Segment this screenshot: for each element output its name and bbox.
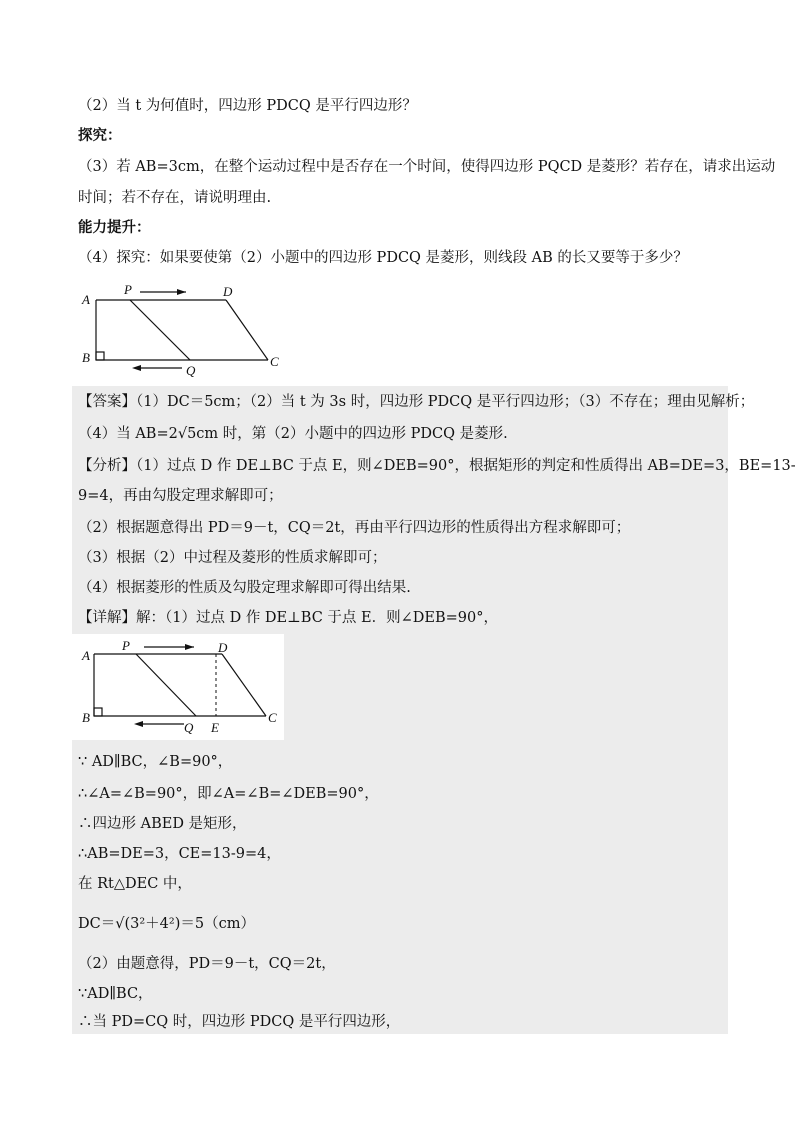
analysis-line-3: （2）根据题意得出 PD＝9－t，CQ＝2t，再由平行四边形的性质得出方程求解即可；	[78, 520, 631, 536]
answer-line-1: 【答案】（1）DC＝5cm；（2）当 t 为 3s 时，四边形 PDCQ 是平行四边形；（3）不存在；理由见解析；	[78, 394, 755, 410]
analysis-line-5: （4）根据菱形的性质及勾股定理求解即可得出结果.	[78, 580, 411, 596]
label-Q: Q	[184, 720, 194, 735]
answer-line-2: （4）当 AB=2√5cm 时，第（2）小题中的四边形 PDCQ 是菱形.	[78, 426, 508, 442]
question-4: （4）探究：如果要使第（2）小题中的四边形 PDCQ 是菱形，则线段 AB 的长又要等于多少？	[78, 250, 688, 266]
label-A: A	[82, 292, 90, 307]
section-explore-title: 探究：	[78, 127, 122, 144]
label-B: B	[82, 710, 90, 725]
section-ability-title: 能力提升：	[78, 219, 151, 236]
label-P: P	[124, 282, 132, 297]
solution-line-5: 在 Rt△DEC 中，	[78, 876, 192, 892]
solution-line-4: ∴AB=DE=3，CE=13-9=4，	[78, 846, 281, 862]
label-A: A	[82, 648, 90, 663]
label-D: D	[223, 284, 233, 299]
label-B: B	[82, 350, 90, 365]
solution-line-9: ∴当 PD=CQ 时，四边形 PDCQ 是平行四边形，	[78, 1014, 401, 1030]
label-E: E	[211, 720, 219, 735]
label-C: C	[270, 354, 279, 369]
analysis-line-1: 【分析】（1）过点 D 作 DE⊥BC 于点 E，则∠DEB=90°，根据矩形的判定和性质得出 AB=DE=3，BE=13-	[78, 458, 796, 474]
label-D: D	[218, 640, 228, 655]
question-3-line-1: （3）若 AB=3cm，在整个运动过程中是否存在一个时间，使得四边形 PQCD 是菱形？若存在，请求出运动	[78, 159, 776, 175]
analysis-line-4: （3）根据（2）中过程及菱形的性质求解即可；	[78, 550, 387, 566]
label-P: P	[122, 638, 130, 653]
solution-line-1: ∵ AD∥BC，∠B=90°，	[78, 754, 233, 770]
solution-line-6: DC＝√(3²＋4²)＝5（cm）	[78, 916, 255, 932]
solution-line-7: （2）由题意得，PD＝9－t，CQ＝2t，	[78, 956, 336, 972]
label-Q: Q	[186, 363, 196, 378]
figure-trapezoid-1	[78, 280, 298, 380]
question-2: （2）当 t 为何值时，四边形 PDCQ 是平行四边形？	[78, 98, 417, 114]
question-3-line-2: 时间；若不存在，请说明理由.	[78, 190, 272, 206]
analysis-line-2: 9=4，再由勾股定理求解即可；	[78, 488, 283, 504]
solution-line-2: ∴∠A=∠B=90°，即∠A=∠B=∠DEB=90°，	[78, 786, 379, 802]
solution-line-3: ∴四边形 ABED 是矩形，	[78, 816, 247, 832]
figure-trapezoid-2	[72, 634, 284, 740]
detail-line-1: 【详解】解：（1）过点 D 作 DE⊥BC 于点 E．则∠DEB=90°，	[78, 610, 498, 626]
solution-line-8: ∵AD∥BC，	[78, 986, 153, 1002]
label-C: C	[268, 710, 277, 725]
